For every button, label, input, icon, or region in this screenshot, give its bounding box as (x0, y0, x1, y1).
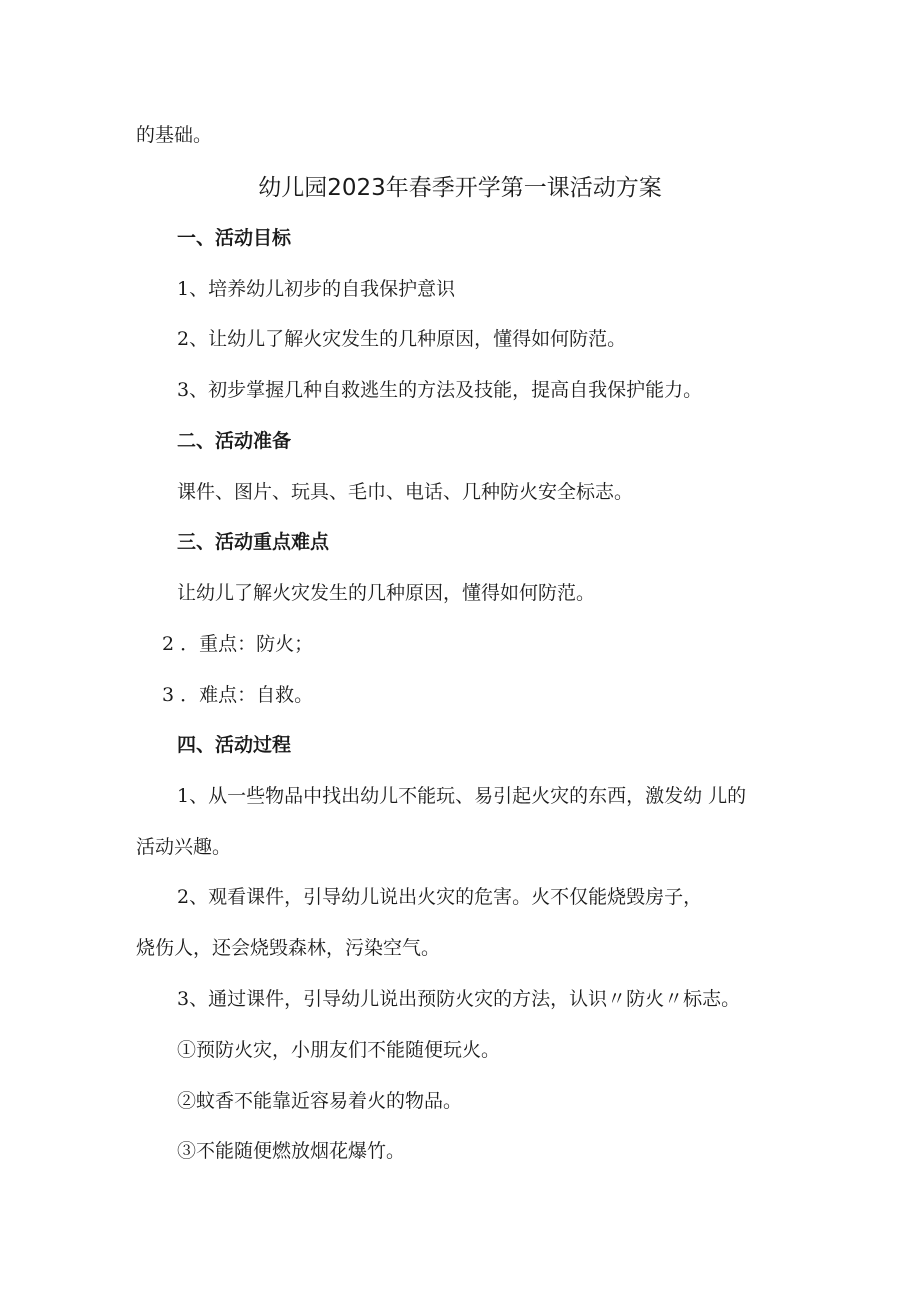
document-title: 幼儿园2023年春季开学第一课活动方案 (258, 175, 662, 201)
process-sub-item: ①预防火灾，小朋友们不能随便玩火。 (177, 1039, 501, 1061)
key-point-item: 3 ．难点：自救。 (162, 684, 314, 706)
section-heading-process: 四、活动过程 (177, 734, 292, 756)
process-paragraph-line: 2、观看课件，引导幼儿说出火灾的危害。火不仅能烧毁房子， (177, 886, 703, 908)
process-paragraph-line: 1、从一些物品中找出幼儿不能玩、易引起火灾的东西，激发幼 儿的 (177, 785, 747, 807)
preparation-text: 课件、图片、玩具、毛巾、电话、几种防火安全标志。 (177, 481, 634, 503)
section-heading-preparation: 二、活动准备 (177, 430, 292, 452)
process-sub-item: ③不能随便燃放烟花爆竹。 (177, 1140, 406, 1162)
process-paragraph-line: 3、通过课件，引导幼儿说出预防火灾的方法，认识〃防火〃标志。 (177, 988, 741, 1010)
key-points-text: 让幼儿了解火灾发生的几种原因，懂得如何防范。 (177, 582, 596, 604)
goal-item: 2、让幼儿了解火灾发生的几种原因，懂得如何防范。 (177, 328, 627, 350)
key-point-item: 2 ．重点：防火； (162, 633, 314, 655)
section-heading-goals: 一、活动目标 (177, 227, 292, 249)
previous-page-tail: 的基础。 (136, 124, 213, 146)
process-paragraph-line: 活动兴趣。 (136, 836, 232, 858)
section-heading-key-points: 三、活动重点难点 (177, 531, 330, 553)
process-sub-item: ②蚊香不能靠近容易着火的物品。 (177, 1090, 463, 1112)
process-paragraph-line: 烧伤人，还会烧毁森林，污染空气。 (136, 937, 441, 959)
goal-item: 1、培养幼儿初步的自我保护意识 (177, 278, 456, 300)
goal-item: 3、初步掌握几种自救逃生的方法及技能，提高自我保护能力。 (177, 379, 703, 401)
